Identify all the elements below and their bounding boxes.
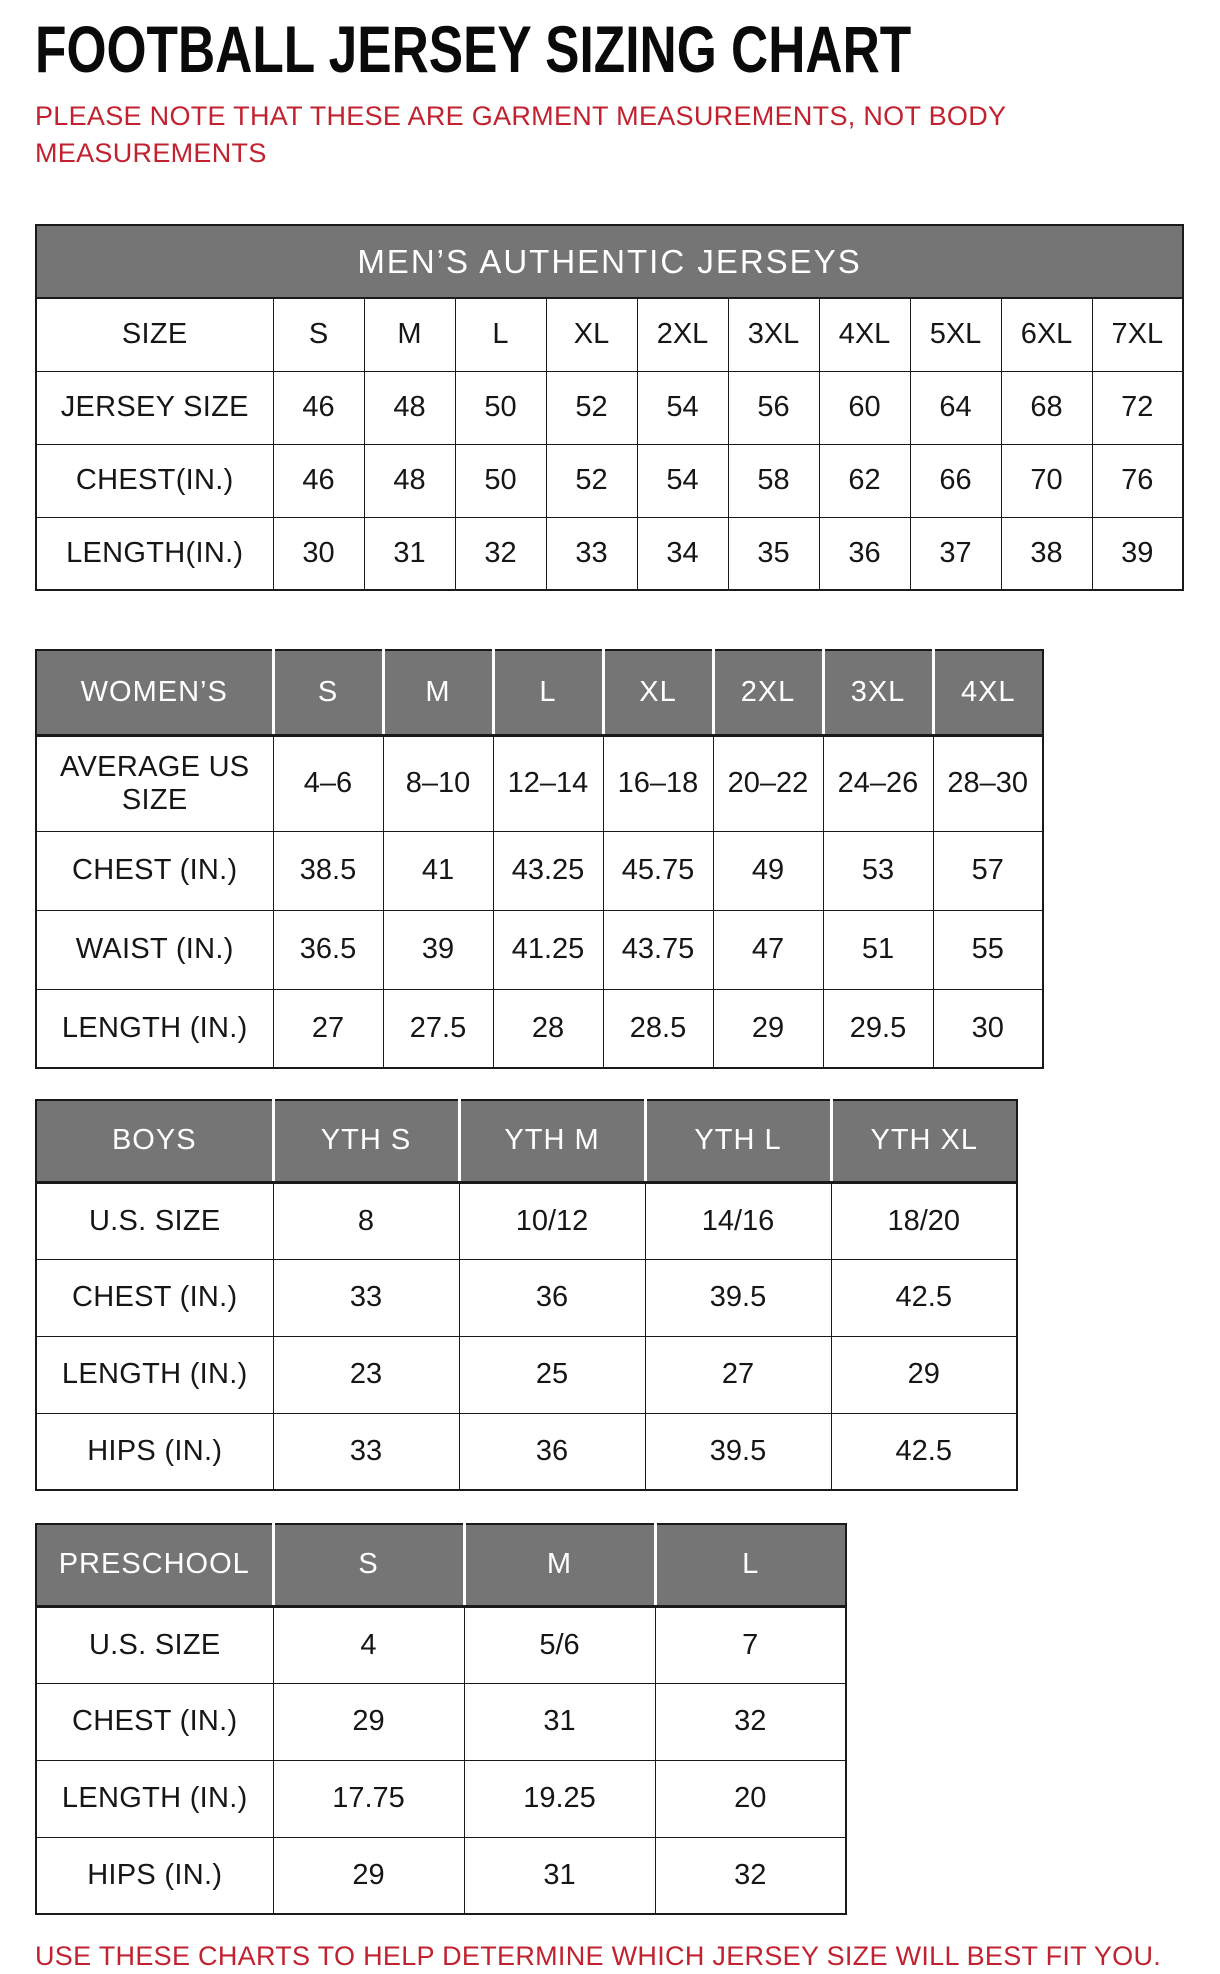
womens-table-body-row-3-value-2: 39 [383,910,493,989]
boys-table-body-row-4-value-2: 36 [459,1413,645,1490]
preschool-table-body-row-1-value-3: 7 [655,1606,846,1683]
preschool-table-header-size-1: S [273,1524,464,1606]
womens-table-body-row-3-value-7: 55 [933,910,1043,989]
mens-table-body-row-4-value-6: 35 [728,517,819,590]
womens-table-body-row-2-value-7: 57 [933,831,1043,910]
mens-table-body-row-1-value-2: M [364,298,455,371]
womens-table-body-row-1-value-6: 24–26 [823,735,933,831]
boys-table-body-row-2-value-4: 42.5 [831,1259,1017,1336]
mens-table-body-row-4-value-1: 30 [273,517,364,590]
boys-table [35,1099,1018,1491]
mens-table-body-row-2-value-2: 48 [364,371,455,444]
womens-table-header-size-2: M [383,650,493,735]
womens-table-header-size-1: S [273,650,383,735]
preschool-table-header-label: PRESCHOOL [36,1524,273,1606]
womens-table-header-size-4: XL [603,650,713,735]
preschool-table-body-row-2-value-3: 32 [655,1683,846,1760]
womens-table-body-row-1-label: AVERAGE US SIZE [36,735,273,831]
womens-table-body-row-2-value-1: 38.5 [273,831,383,910]
garment-measurement-note: PLEASE NOTE THAT THESE ARE GARMENT MEASUREMENTS, NOT BODY MEASUREMENTS [35,101,1006,168]
preschool-table-body-row-4-label: HIPS (IN.) [36,1837,273,1914]
preschool-table-body-row-1 [36,1606,846,1683]
mens-table-body-row-3-value-9: 70 [1001,444,1092,517]
mens-table-body-row-4-value-2: 31 [364,517,455,590]
mens-table-body-row-1-value-7: 4XL [819,298,910,371]
preschool-table-body [36,1606,846,1914]
mens-table-body-row-2-value-10: 72 [1092,371,1183,444]
womens-table-body-row-3 [36,910,1043,989]
preschool-table-body-row-1-label: U.S. SIZE [36,1606,273,1683]
mens-table-body-row-3-value-6: 58 [728,444,819,517]
mens-table-body-row-1-value-9: 6XL [1001,298,1092,371]
preschool-table-body-row-3-value-1: 17.75 [273,1760,464,1837]
womens-table-header-size-3: L [493,650,603,735]
boys-table-body-row-1 [36,1182,1017,1259]
boys-table-body-row-3-value-4: 29 [831,1336,1017,1413]
boys-table-body-row-1-value-2: 10/12 [459,1182,645,1259]
mens-table-body-row-2-value-7: 60 [819,371,910,444]
boys-table-header-label: BOYS [36,1100,273,1182]
preschool-table-body-row-1-value-1: 4 [273,1606,464,1683]
boys-table-body-row-1-label: U.S. SIZE [36,1182,273,1259]
preschool-table-body-row-4 [36,1837,846,1914]
womens-table-body-row-2-value-3: 43.25 [493,831,603,910]
womens-table-body-row-4-value-2: 27.5 [383,989,493,1068]
womens-table-body-row-4-value-4: 28.5 [603,989,713,1068]
mens-table-body-row-3-label: CHEST(IN.) [36,444,273,517]
womens-table-body-row-2-label: CHEST (IN.) [36,831,273,910]
mens-table-body-row-3-value-5: 54 [637,444,728,517]
mens-table-body-row-1-value-5: 2XL [637,298,728,371]
mens-table-title-row [36,225,1183,298]
mens-table-body-row-1-value-6: 3XL [728,298,819,371]
womens-table-body-row-3-value-5: 47 [713,910,823,989]
womens-table-body-row-2-value-4: 45.75 [603,831,713,910]
mens-table-body-row-3-value-3: 50 [455,444,546,517]
womens-table-body-row-2-value-6: 53 [823,831,933,910]
womens-table-body-row-1-value-7: 28–30 [933,735,1043,831]
boys-table-body-row-2-value-2: 36 [459,1259,645,1336]
womens-table-body-row-3-value-3: 41.25 [493,910,603,989]
preschool-table-body-row-4-value-2: 31 [464,1837,655,1914]
mens-table-body-row-2-value-4: 52 [546,371,637,444]
mens-table-body-row-4-value-8: 37 [910,517,1001,590]
womens-table-body-row-2-value-2: 41 [383,831,493,910]
womens-table-body-row-1-value-1: 4–6 [273,735,383,831]
mens-table-body-row-4-value-4: 33 [546,517,637,590]
mens-table-body-row-2-value-6: 56 [728,371,819,444]
preschool-table-body-row-1-value-2: 5/6 [464,1606,655,1683]
mens-table-body-row-4-label: LENGTH(IN.) [36,517,273,590]
womens-table-header-size-7: 4XL [933,650,1043,735]
mens-table-body-row-4-value-10: 39 [1092,517,1183,590]
preschool-table-body-row-4-value-1: 29 [273,1837,464,1914]
boys-table-body-row-1-value-4: 18/20 [831,1182,1017,1259]
mens-table-body-row-4-value-5: 34 [637,517,728,590]
boys-table-body-row-3-value-3: 27 [645,1336,831,1413]
womens-table-body-row-3-value-1: 36.5 [273,910,383,989]
mens-table-body-row-1-value-8: 5XL [910,298,1001,371]
mens-table-body-row-1-value-1: S [273,298,364,371]
womens-table-body-row-4-value-7: 30 [933,989,1043,1068]
boys-table-body-row-3-value-2: 25 [459,1336,645,1413]
womens-table-body-row-2 [36,831,1043,910]
womens-table-header-size-6: 3XL [823,650,933,735]
mens-authentic-jerseys-table [35,224,1184,591]
preschool-table-body-row-3-label: LENGTH (IN.) [36,1760,273,1837]
preschool-table-body-row-3-value-3: 20 [655,1760,846,1837]
mens-table-body-row-2-value-3: 50 [455,371,546,444]
preschool-table [35,1523,847,1915]
mens-table-body-row-1 [36,298,1183,371]
mens-table-title: MEN’S AUTHENTIC JERSEYS [36,225,1183,298]
boys-table-body-row-1-value-3: 14/16 [645,1182,831,1259]
boys-table-header-size-3: YTH L [645,1100,831,1182]
mens-table-body-row-3-value-8: 66 [910,444,1001,517]
preschool-table-header [36,1524,846,1606]
womens-table-body-row-4-value-1: 27 [273,989,383,1068]
mens-table-body-row-4-value-7: 36 [819,517,910,590]
boys-table-body [36,1182,1017,1490]
preschool-table-header-size-2: M [464,1524,655,1606]
boys-table-header-size-1: YTH S [273,1100,459,1182]
mens-table-body-row-4-value-3: 32 [455,517,546,590]
mens-table-body-row-1-value-3: L [455,298,546,371]
womens-table-body-row-3-value-6: 51 [823,910,933,989]
mens-table-body-row-3 [36,444,1183,517]
womens-table-header-size-5: 2XL [713,650,823,735]
womens-table-body-row-4-value-3: 28 [493,989,603,1068]
boys-table-body-row-4-value-4: 42.5 [831,1413,1017,1490]
preschool-table-body-row-3-value-2: 19.25 [464,1760,655,1837]
womens-table-body-row-3-value-4: 43.75 [603,910,713,989]
mens-table-body [36,298,1183,590]
mens-table-body-row-2 [36,371,1183,444]
womens-table-body-row-4-value-5: 29 [713,989,823,1068]
womens-table-body [36,735,1043,1068]
womens-table-body-row-4-label: LENGTH (IN.) [36,989,273,1068]
fit-advice-note: USE THESE CHARTS TO HELP DETERMINE WHICH JERSEY SIZE WILL BEST FIT YOU. [35,1941,1162,1971]
boys-table-header-size-2: YTH M [459,1100,645,1182]
mens-table-body-row-3-value-4: 52 [546,444,637,517]
boys-table-body-row-3-label: LENGTH (IN.) [36,1336,273,1413]
mens-table-body-row-1-label: SIZE [36,298,273,371]
womens-table-body-row-1-value-4: 16–18 [603,735,713,831]
mens-table-body-row-2-label: JERSEY SIZE [36,371,273,444]
womens-table-body-row-4 [36,989,1043,1068]
mens-table-body-row-4-value-9: 38 [1001,517,1092,590]
womens-table-body-row-3-label: WAIST (IN.) [36,910,273,989]
boys-table-body-row-2-label: CHEST (IN.) [36,1259,273,1336]
mens-table-body-row-1-value-10: 7XL [1092,298,1183,371]
preschool-table-body-row-3 [36,1760,846,1837]
mens-table-body-row-3-value-2: 48 [364,444,455,517]
mens-table-body-row-3-value-1: 46 [273,444,364,517]
preschool-table-body-row-4-value-3: 32 [655,1837,846,1914]
womens-table-body-row-1-value-3: 12–14 [493,735,603,831]
mens-table-body-row-3-value-10: 76 [1092,444,1183,517]
preschool-table-body-row-2-label: CHEST (IN.) [36,1683,273,1760]
boys-table-body-row-3 [36,1336,1017,1413]
mens-table-body-row-3-value-7: 62 [819,444,910,517]
boys-table-body-row-1-value-1: 8 [273,1182,459,1259]
womens-table-body-row-2-value-5: 49 [713,831,823,910]
preschool-table-body-row-2-value-1: 29 [273,1683,464,1760]
boys-table-body-row-2 [36,1259,1017,1336]
mens-table-body-row-2-value-5: 54 [637,371,728,444]
mens-table-body-row-2-value-1: 46 [273,371,364,444]
boys-table-body-row-4-value-1: 33 [273,1413,459,1490]
womens-table [35,649,1044,1069]
preschool-table-header-size-3: L [655,1524,846,1606]
mens-table-body-row-2-value-8: 64 [910,371,1001,444]
boys-table-body-row-4-label: HIPS (IN.) [36,1413,273,1490]
mens-table-body-row-1-value-4: XL [546,298,637,371]
preschool-table-body-row-2-value-2: 31 [464,1683,655,1760]
boys-table-body-row-3-value-1: 23 [273,1336,459,1413]
boys-table-body-row-2-value-1: 33 [273,1259,459,1336]
mens-table-body-row-4 [36,517,1183,590]
preschool-table-body-row-2 [36,1683,846,1760]
womens-table-header [36,650,1043,735]
boys-table-body-row-4-value-3: 39.5 [645,1413,831,1490]
womens-table-body-row-1-value-2: 8–10 [383,735,493,831]
womens-table-header-label: WOMEN’S [36,650,273,735]
boys-table-header [36,1100,1017,1182]
womens-table-body-row-4-value-6: 29.5 [823,989,933,1068]
page-title: FOOTBALL JERSEY SIZING CHART [35,12,912,86]
mens-table-body-row-2-value-9: 68 [1001,371,1092,444]
boys-table-body-row-2-value-3: 39.5 [645,1259,831,1336]
boys-table-body-row-4 [36,1413,1017,1490]
womens-table-body-row-1 [36,735,1043,831]
boys-table-header-size-4: YTH XL [831,1100,1017,1182]
womens-table-body-row-1-value-5: 20–22 [713,735,823,831]
